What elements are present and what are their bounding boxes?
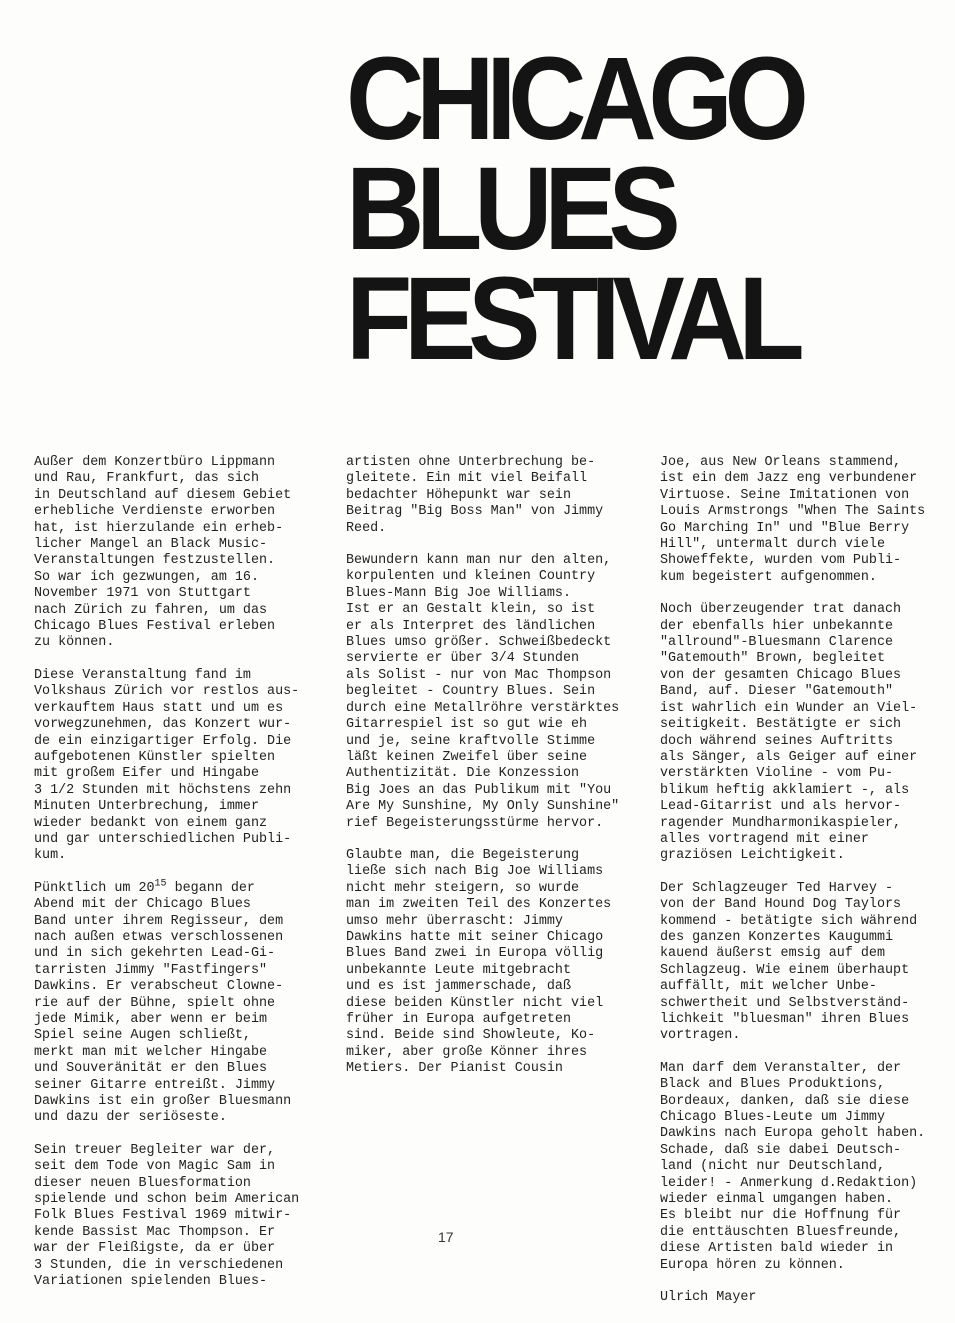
article-title xyxy=(346,33,946,385)
paragraph-ted-harvey: Der Schlagzeuger Ted Harvey - von der Band Hound Dog Taylors kommend - betätigte sich während des ganzen Konzertes Kaugummi kauend äußerst emsig auf dem Schlagzeug. Wie einem überhaupt auffällt, mit welcher Unbe- schwertheit und Selbstverständ- lichkeit "bluesman" ihren Blues vortragen. xyxy=(660,880,918,1044)
text-column-1 xyxy=(34,455,334,1307)
paragraph-start-body: Abend mit der Chicago Blues Band unter ihrem Regisseur, dem nach außen etwas verschlossenen und in sich gekehrten Lead-Gi- tarristen Jimmy "Fastfingers" Dawkins. Er verabscheut Clowne- rie auf der Bühne, spielt ohne jede Mimik, aber wenn er beim Spiel seine Augen schließt, merkt man mit welcher Hingabe und Souveränität er den Blues seiner Gitarre entreißt. Jimmy Dawkins ist ein großer Bluesmann und dazu der seriöseste. xyxy=(34,897,292,1126)
paragraph-closing: Man darf dem Veranstalter, der Black and Blues Produktions, Bordeaux, danken, daß sie diese Chicago Blues-Leute um Jimmy Dawkins nach Europa geholt haben. Schade, daß sie dabei Deutsch- land (nicht nur Deutschland, leider! - Anmerkung d.Redaktion) wieder einmal umgangen haben. Es bleibt nur die Hoffnung für die enttäuschten Bluesfreunde, diese Artisten bald wieder in Europa hören zu können. xyxy=(660,1060,926,1273)
paragraph-bassist: Sein treuer Begleiter war der, seit dem Tode von Magic Sam in dieser neuen Bluesformation spielende und schon beim American Folk Blues Festival 1969 mitwir- kende Bassist Mac Thompson. Er war der Fleißigste, da er über 3 Stunden, die in verschiedenen Variationen spielenden Blues- xyxy=(34,1142,300,1290)
title-line-festival: FESTIVAL xyxy=(346,253,797,385)
paragraph-second-part: Glaubte man, die Begeisterung ließe sich nach Big Joe Williams nicht mehr steigern, so wurde man im zweiten Teil des Konzertes umso mehr überrascht: Jimmy Dawkins hatte mit seiner Chicago Blues Band zwei in Europa völlig unbekannte Leute mitgebracht und es ist jammerschade, daß diese beiden Künstler nicht viel früher in Europa aufgetreten sind. Beide sind Showleute, Ko- miker, aber große Könner ihres Metiers. Der Pianist Cousin xyxy=(346,847,612,1077)
start-time-minutes: 15 xyxy=(154,878,167,890)
paragraph-big-boss-man: artisten ohne Unterbrechung be- gleitete. Ein mit viel Beifall bedachter Höhepunkt war sein Beitrag "Big Boss Man" von Jimmy Reed. xyxy=(346,455,604,536)
paragraph-venue: Diese Veranstaltung fand im Volkshaus Zürich vor restlos aus- verkauftem Haus statt und um es vorwegzunehmen, das Konzert wur- de ein einzigartiger Erfolg. Die aufgebotenen Künstler spielten mit großem Eifer und Hingabe 3 1/2 Stunden mit höchstens zehn Minuten Unterbrechung, immer wieder bedankt von einem ganz und gar unterschiedlichen Publi- kum. xyxy=(34,667,300,864)
text-column-3 xyxy=(660,455,950,1323)
start-time-suffix: begann der xyxy=(166,880,255,896)
paragraph-big-joe-williams: Bewundern kann man nur den alten, korpulenten und kleinen Country Blues-Mann Big Joe Williams. Ist er an Gestalt klein, so ist er als Interpret des ländlichen Blues umso größer. Schweißbedeckt servierte er über 3/4 Stunden als Solist - nur von Mac Thompson begleitet - Country Blues. Sein durch eine Metallröhre verstärktes Gitarrespiel ist so gut wie eh und je, seine kraftvolle Stimme läßt keinen Zweifel über seine Authentizität. Die Konzession Big Joes an das Publikum mit "You Are My Sunshine, My Only Sunshine" rief Begeisterungsstürme hervor. xyxy=(346,553,620,831)
text-column-2 xyxy=(346,455,646,1094)
page-number: 17 xyxy=(438,1229,454,1245)
paragraph-gatemouth: Noch überzeugender trat danach der ebenfalls hier unbekannte "allround"-Bluesmann Clarence "Gatemouth" Brown, begleitet von der gesamten Chicago Blues Band, auf. Dieser "Gatemouth" ist wahrlich ein Wunder an Viel- seitigkeit. Bestätigte er sich doch während seines Auftritts als Sänger, als Geiger auf einer verstärkten Violine - vom Pu- blikum heftig akklamiert -, als Lead-Gitarrist und als hervor- ragender Mundharmonikaspieler, alles vortragend mit einer graziösen Leichtigkeit. xyxy=(660,602,918,864)
paragraph-start xyxy=(34,878,334,1127)
paragraph-intro: Außer dem Konzertbüro Lippmann und Rau, Frankfurt, das sich in Deutschland auf diesem Gebiet erhebliche Verdienste erworben hat, ist hierzulande ein erheb- licher Mangel an Black Music- Veranstaltungen festzustellen. So war ich gezwungen, am 16. November 1971 von Stuttgart nach Zürich zu fahren, um das Chicago Blues Festival erleben zu können. xyxy=(34,455,292,651)
author-signature: Ulrich Mayer xyxy=(660,1290,757,1306)
title-line-chicago: CHICAGO xyxy=(346,33,801,165)
start-time-prefix: Pünktlich um 20 xyxy=(34,880,155,896)
paragraph-cousin-joe: Joe, aus New Orleans stammend, ist ein dem Jazz eng verbundener Virtuose. Seine Imitationen von Louis Armstrongs "When The Saints Go Marching In" und "Blue Berry Hill", untermalt durch viele Showeffekte, wurden vom Publi- kum begeistert aufgenommen. xyxy=(660,455,926,585)
title-line-blues: BLUES xyxy=(346,143,673,275)
